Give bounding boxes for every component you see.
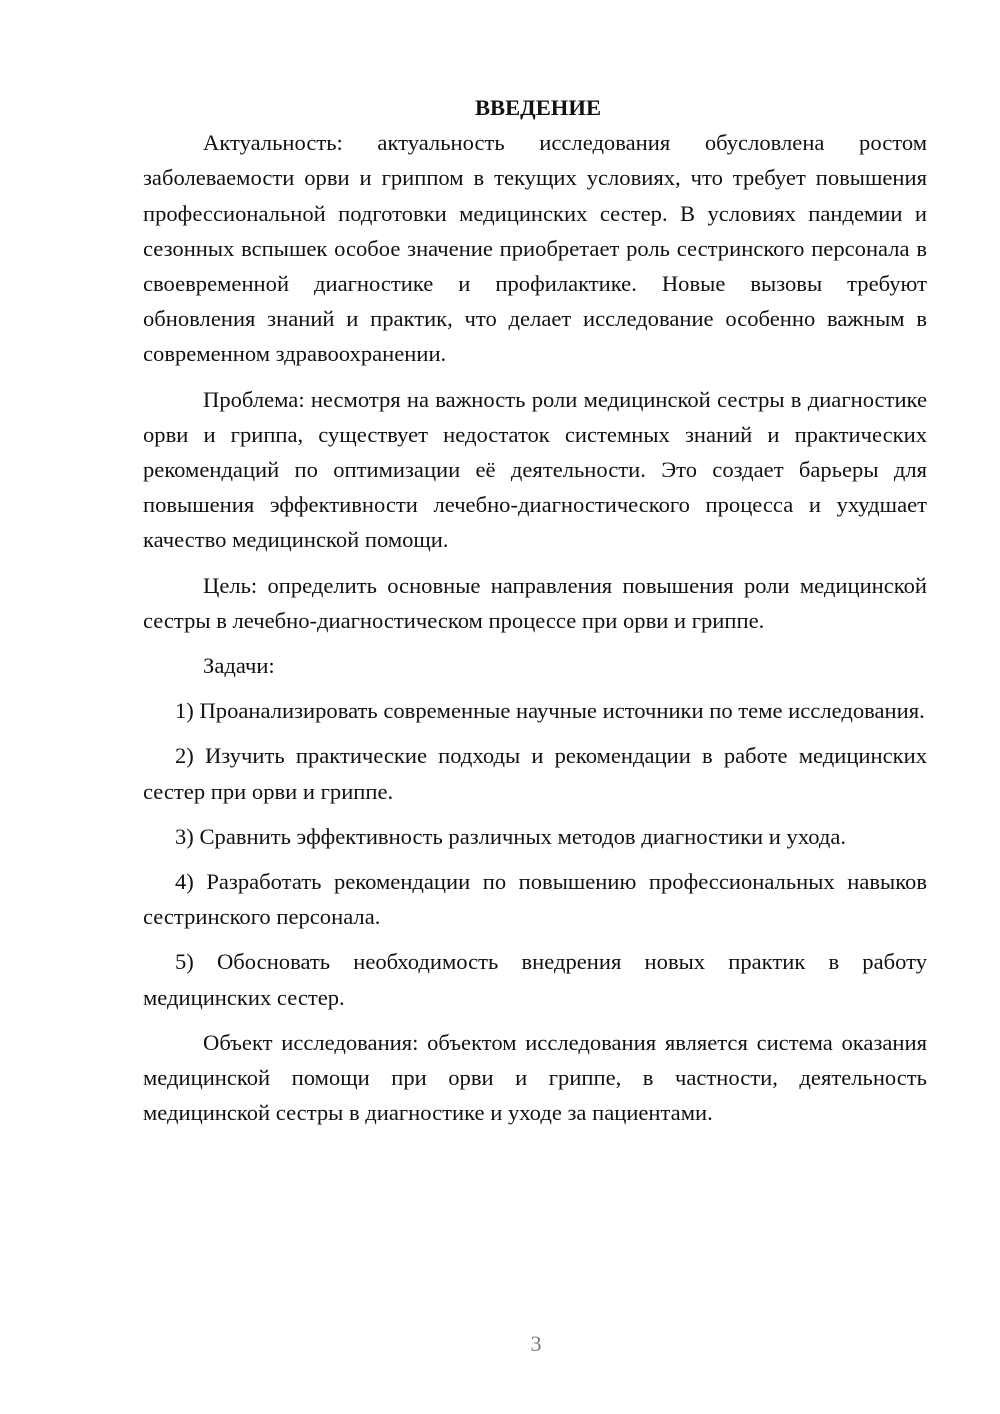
task-item-1: 1) Проанализировать современные научные источники по теме исследования. xyxy=(175,698,925,724)
tasks-list xyxy=(143,693,927,1015)
problem-paragraph: Проблема: несмотря на важность роли медицинской сестры в диагностике орви и гриппа, существует недостаток системных знаний и практических рекомендаций по оптимизации её деятельности. Это создает барьеры для повышения эффективности лечебно-диагностического процесса и ухудшает качество медицинской помощи. xyxy=(143,386,927,553)
page-number: 3 xyxy=(530,1331,542,1356)
page-title: ВВЕДЕНИЕ xyxy=(474,95,602,120)
tasks-heading: Задачи: xyxy=(203,653,275,679)
relevance-paragraph: Актуальность: актуальность исследования обусловлена ростом заболеваемости орви и гриппом в текущих условиях, что требует повышения профессиональной подготовки медицинских сестер. В условиях пандемии и сезонных вспышек особое значение приобретает роль сестринского персонала в своевременной диагностике и профилактике. Новые вызовы требуют обновления знаний и практик, что делает исследование особенно важным в современном здравоохранении. xyxy=(143,130,927,367)
task-item-2: 2) Изучить практические подходы и рекомендации в работе медицинских сестер при орви и гриппе. xyxy=(143,743,927,804)
task-item-5: 5) Обосновать необходимость внедрения новых практик в работу медицинских сестер. xyxy=(143,949,927,1010)
task-item-3: 3) Сравнить эффективность различных методов диагностики и ухода. xyxy=(175,823,847,849)
document-page xyxy=(143,90,927,1130)
object-paragraph: Объект исследования: объектом исследования является система оказания медицинской помощи при орви и гриппе, в частности, деятельность медицинской сестры в диагностике и уходе за пациентами. xyxy=(143,1029,927,1126)
task-item-4: 4) Разработать рекомендации по повышению профессиональных навыков сестринского персонала. xyxy=(143,869,927,930)
goal-paragraph: Цель: определить основные направления повышения роли медицинской сестры в лечебно-диагностическом процессе при орви и гриппе. xyxy=(143,572,927,633)
